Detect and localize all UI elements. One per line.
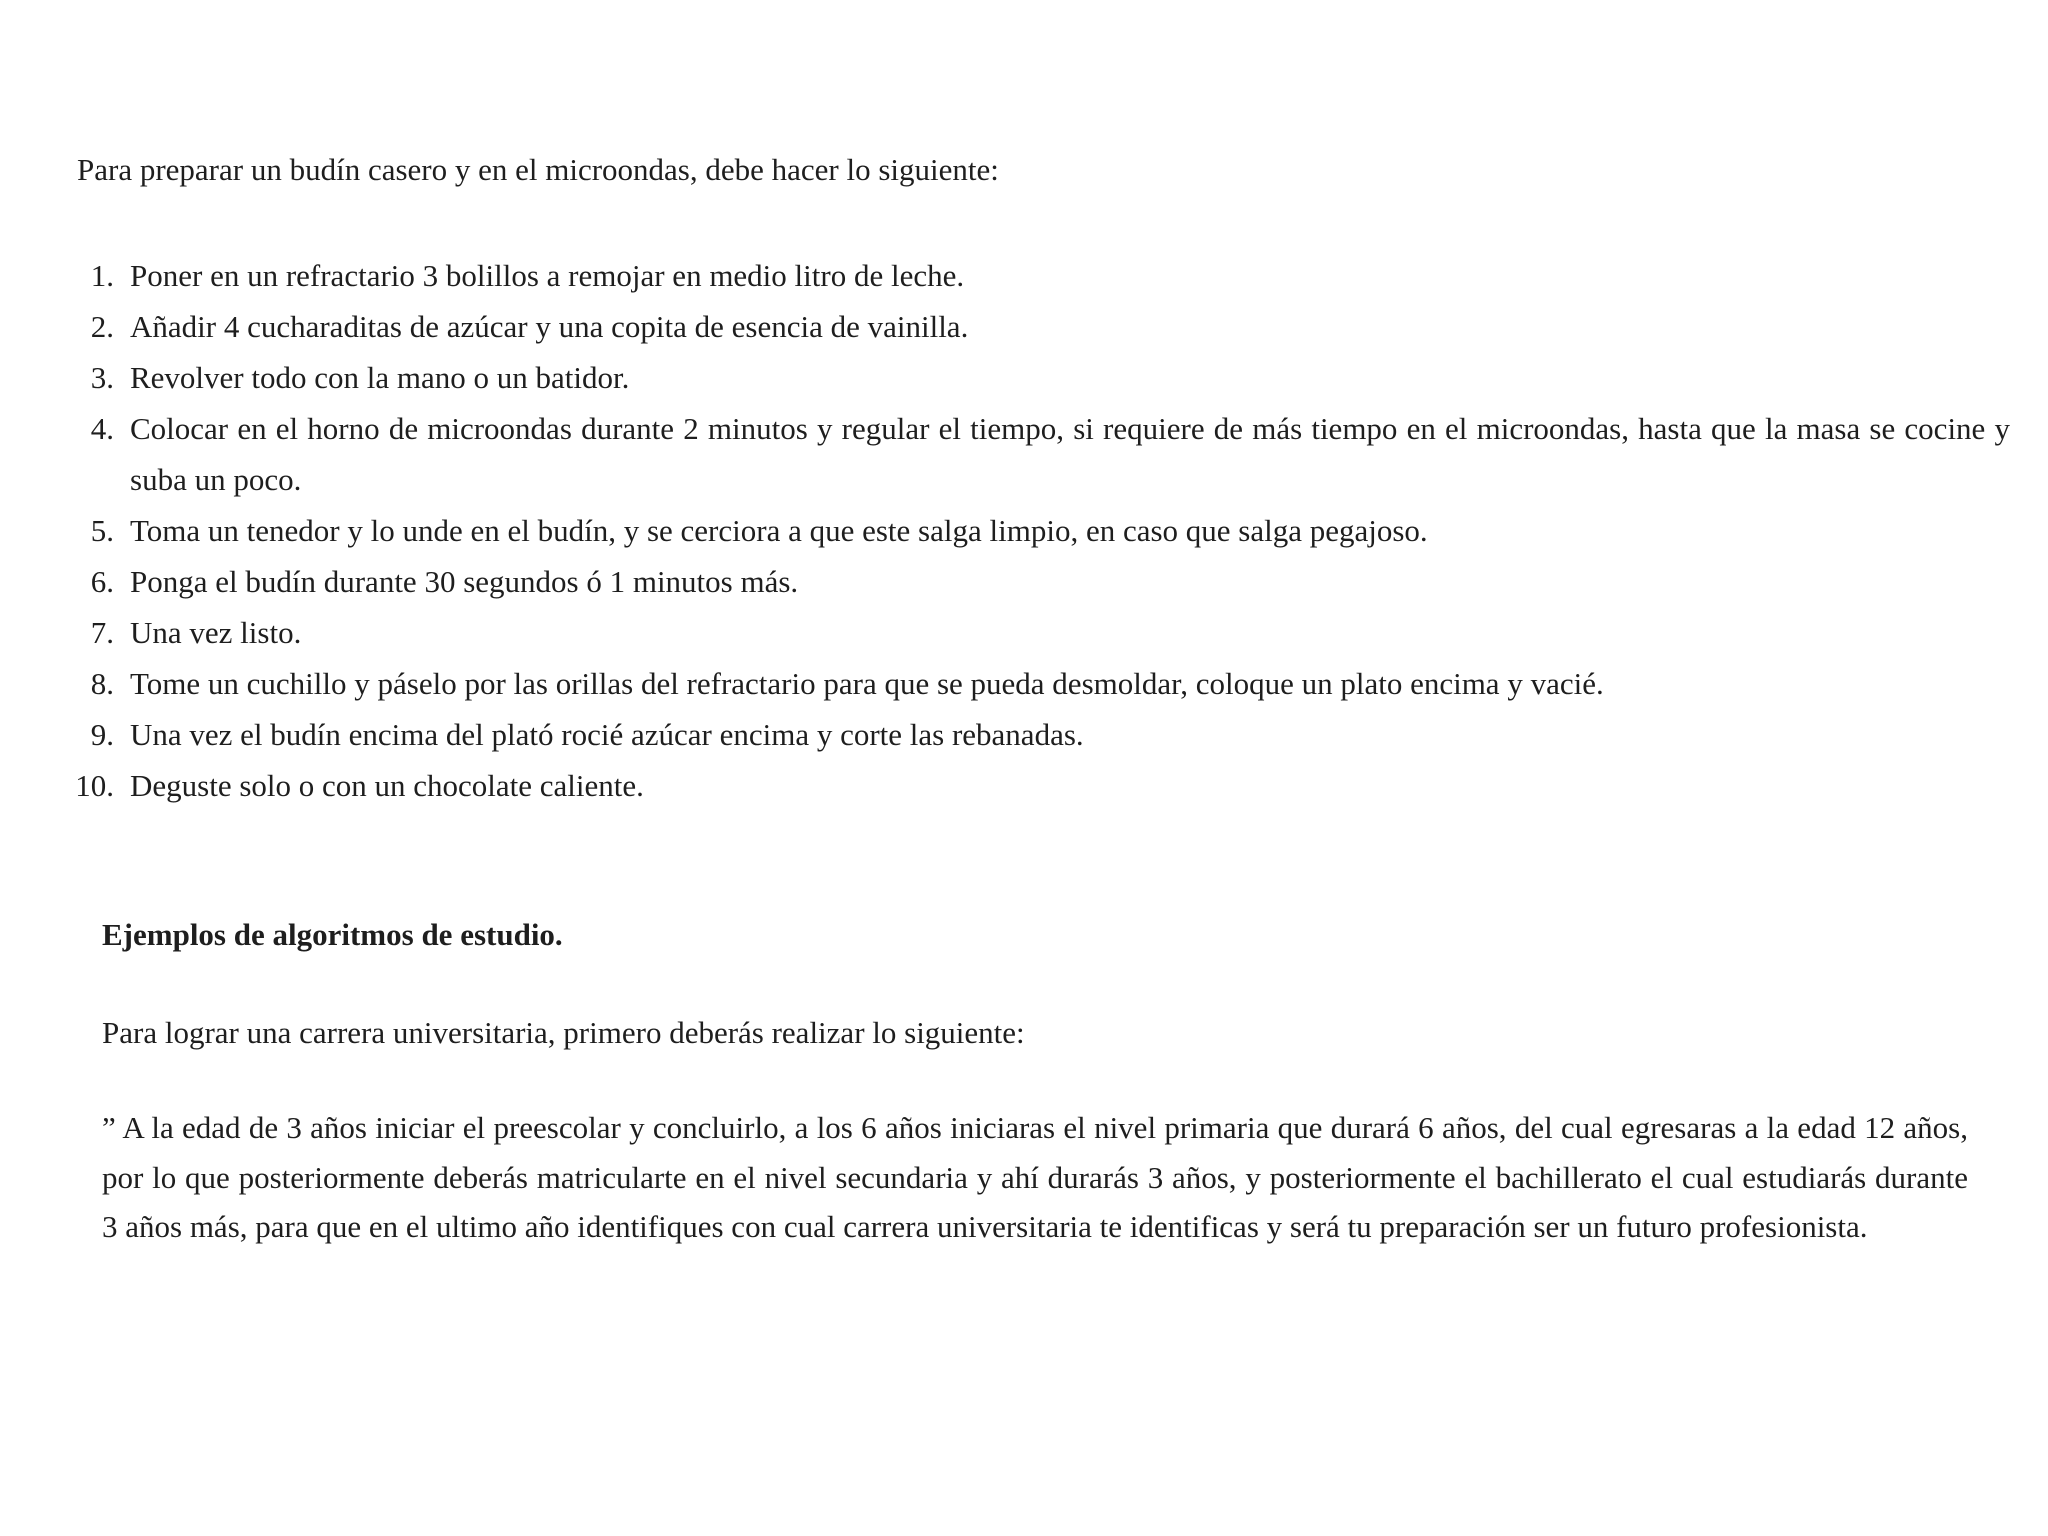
list-item	[0, 607, 2010, 658]
study-quote-paragraph: ” A la edad de 3 años iniciar el preescolar y concluirlo, a los 6 años iniciaras el nivel primaria que durará 6 años, del cual egresaras a la edad 12 años, por lo que posteriormente deberás matricularte en el nivel secundaria y ahí durarás 3 años, y posteriormente el bachillerato el cual estudiarás durante 3 años más, para que en el ultimo año identifiques con cual carrera universitaria te identificas y será tu preparación ser un futuro profesionista.	[102, 1110, 1968, 1244]
step-text: Añadir 4 cucharaditas de azúcar y una copita de esencia de vainilla.	[130, 309, 969, 344]
step-text: Una vez el budín encima del plató rocié azúcar encima y corte las rebanadas.	[130, 717, 1084, 752]
list-item	[0, 709, 2010, 760]
recipe-steps-list	[0, 250, 2010, 811]
list-item	[0, 301, 2010, 352]
study-intro-paragraph: Para lograr una carrera universitaria, primero deberás realizar lo siguiente:	[102, 1015, 1025, 1050]
step-text: Una vez listo.	[130, 615, 302, 650]
step-number: 1.	[90, 258, 114, 293]
step-text: Poner en un refractario 3 bolillos a remojar en medio litro de leche.	[130, 258, 965, 293]
list-item	[0, 556, 2010, 607]
list-item	[0, 352, 2010, 403]
step-text: Toma un tenedor y lo unde en el budín, y se cerciora a que este salga limpio, en caso que salga pegajoso.	[130, 513, 1428, 548]
step-number: 3.	[90, 360, 114, 395]
step-text: Ponga el budín durante 30 segundos ó 1 minutos más.	[130, 564, 799, 599]
step-number: 6.	[90, 564, 114, 599]
step-number: 7.	[90, 615, 114, 650]
intro-paragraph: Para preparar un budín casero y en el microondas, debe hacer lo siguiente:	[77, 152, 999, 187]
step-text: Colocar en el horno de microondas durante 2 minutos y regular el tiempo, si requiere de más tiempo en el microondas, hasta que la masa se cocine y suba un poco.	[130, 411, 2010, 497]
list-item	[0, 250, 2010, 301]
list-item	[0, 658, 2010, 709]
list-item	[0, 403, 2010, 505]
list-item	[0, 505, 2010, 556]
step-text: Tome un cuchillo y páselo por las orillas del refractario para que se pueda desmoldar, coloque un plato encima y vacié.	[130, 666, 1604, 701]
step-number: 8.	[90, 666, 114, 701]
step-number: 5.	[90, 513, 114, 548]
step-number: 10.	[75, 768, 114, 803]
list-item	[0, 760, 2010, 811]
step-text: Revolver todo con la mano o un batidor.	[130, 360, 630, 395]
step-number: 9.	[90, 717, 114, 752]
section-heading: Ejemplos de algoritmos de estudio.	[102, 917, 563, 952]
step-number: 4.	[90, 411, 114, 446]
step-number: 2.	[90, 309, 114, 344]
step-text: Deguste solo o con un chocolate caliente.	[130, 768, 644, 803]
